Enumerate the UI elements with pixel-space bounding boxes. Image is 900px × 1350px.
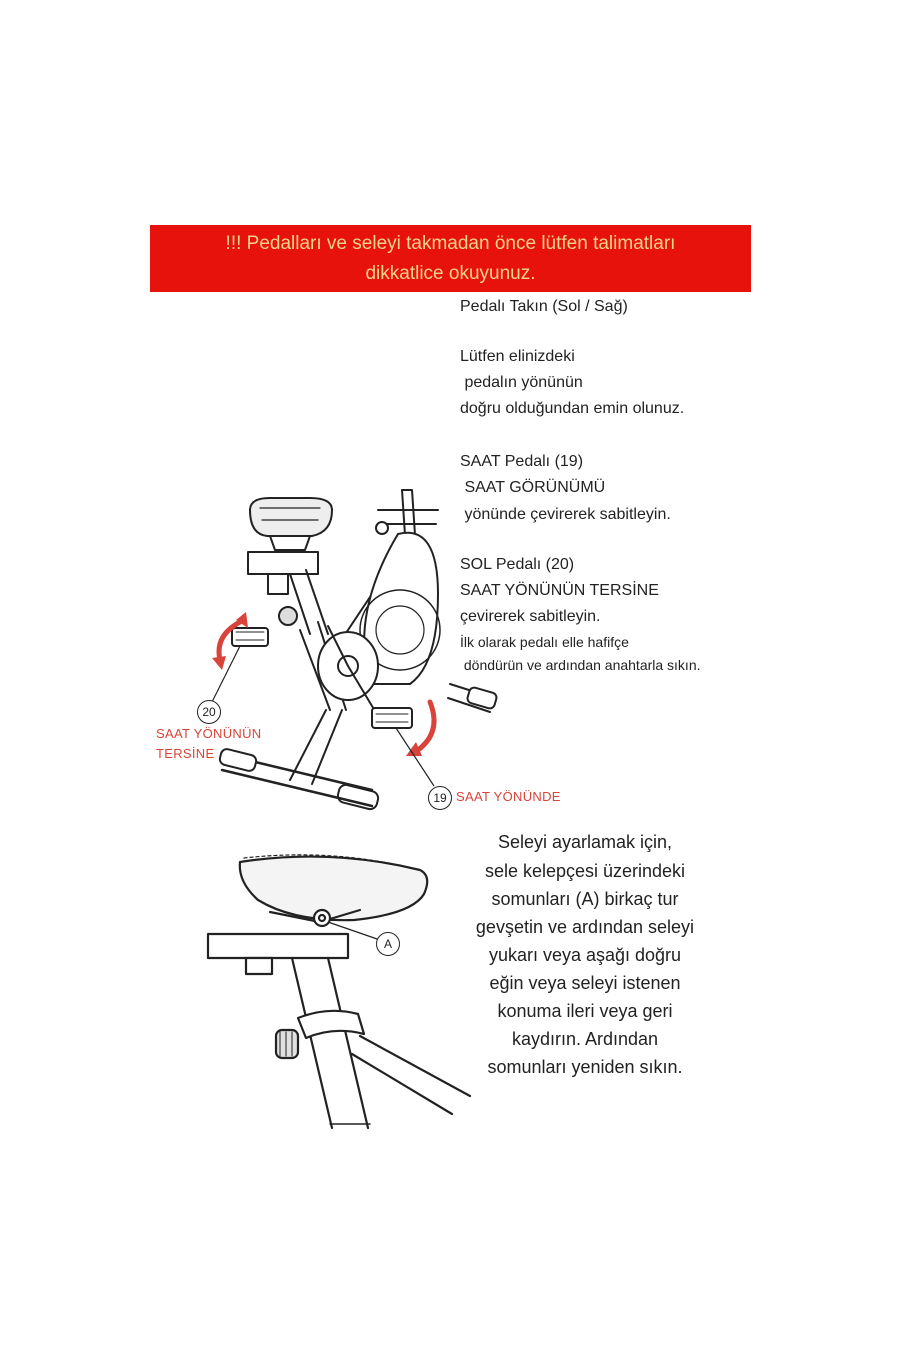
seat-line-8: kaydırın. Ardından (511, 1029, 659, 1049)
right-pedal-line-3: yönünde çevirerek sabitleyin. (460, 506, 671, 523)
pedal-heading: Pedalı Takın (Sol / Sağ) (460, 298, 628, 315)
left-pedal-line-2: SAAT YÖNÜNÜN TERSİNE (460, 582, 659, 599)
seat-line-2: sele kelepçesi üzerindeki (484, 861, 686, 881)
label-counter-clockwise-line-2: TERSİNE (156, 746, 215, 761)
warning-line-1: !!! Pedalları ve seleyi takmadan önce lütfen talimatları (225, 233, 676, 254)
pedal-intro-line-2: pedalın yönünün (460, 374, 583, 391)
spin-bike-illustration (150, 470, 470, 830)
seat-clamp-illustration (200, 840, 460, 1130)
seat-line-9: somunları yeniden sıkın. (487, 1057, 683, 1077)
tip-line-2: döndürün ve ardından anahtarla sıkın. (460, 657, 701, 673)
warning-line-2: dikkatlice okuyunuz. (365, 263, 536, 284)
seat-line-5: yukarı veya aşağı doğru (488, 945, 682, 965)
callout-a: A (376, 932, 400, 956)
seat-line-7: konuma ileri veya geri (497, 1001, 673, 1021)
right-pedal-line-2: SAAT GÖRÜNÜMÜ (460, 479, 606, 496)
left-pedal-line-3: çevirerek sabitleyin. (460, 608, 601, 625)
tip-line-1: İlk olarak pedalı elle hafifçe (460, 634, 629, 650)
seat-line-6: eğin veya seleyi istenen (489, 973, 681, 993)
left-pedal-line-1: SOL Pedalı (20) (460, 556, 575, 573)
label-counter-clockwise-line-1: SAAT YÖNÜNÜN (156, 726, 262, 741)
right-pedal-line-1: SAAT Pedalı (19) (460, 453, 584, 470)
seat-line-3: somunları (A) birkaç tur (491, 889, 679, 909)
seat-line-1: Seleyi ayarlamak için, (497, 832, 673, 852)
pedal-intro-line-3: doğru olduğundan emin olunuz. (460, 400, 685, 417)
seat-line-4: gevşetin ve ardından seleyi (475, 917, 695, 937)
label-clockwise: SAAT YÖNÜNDE (456, 789, 561, 804)
callout-20: 20 (197, 700, 221, 724)
callout-19: 19 (428, 786, 452, 810)
pedal-intro-line-1: Lütfen elinizdeki (460, 348, 575, 365)
warning-banner (150, 225, 751, 292)
